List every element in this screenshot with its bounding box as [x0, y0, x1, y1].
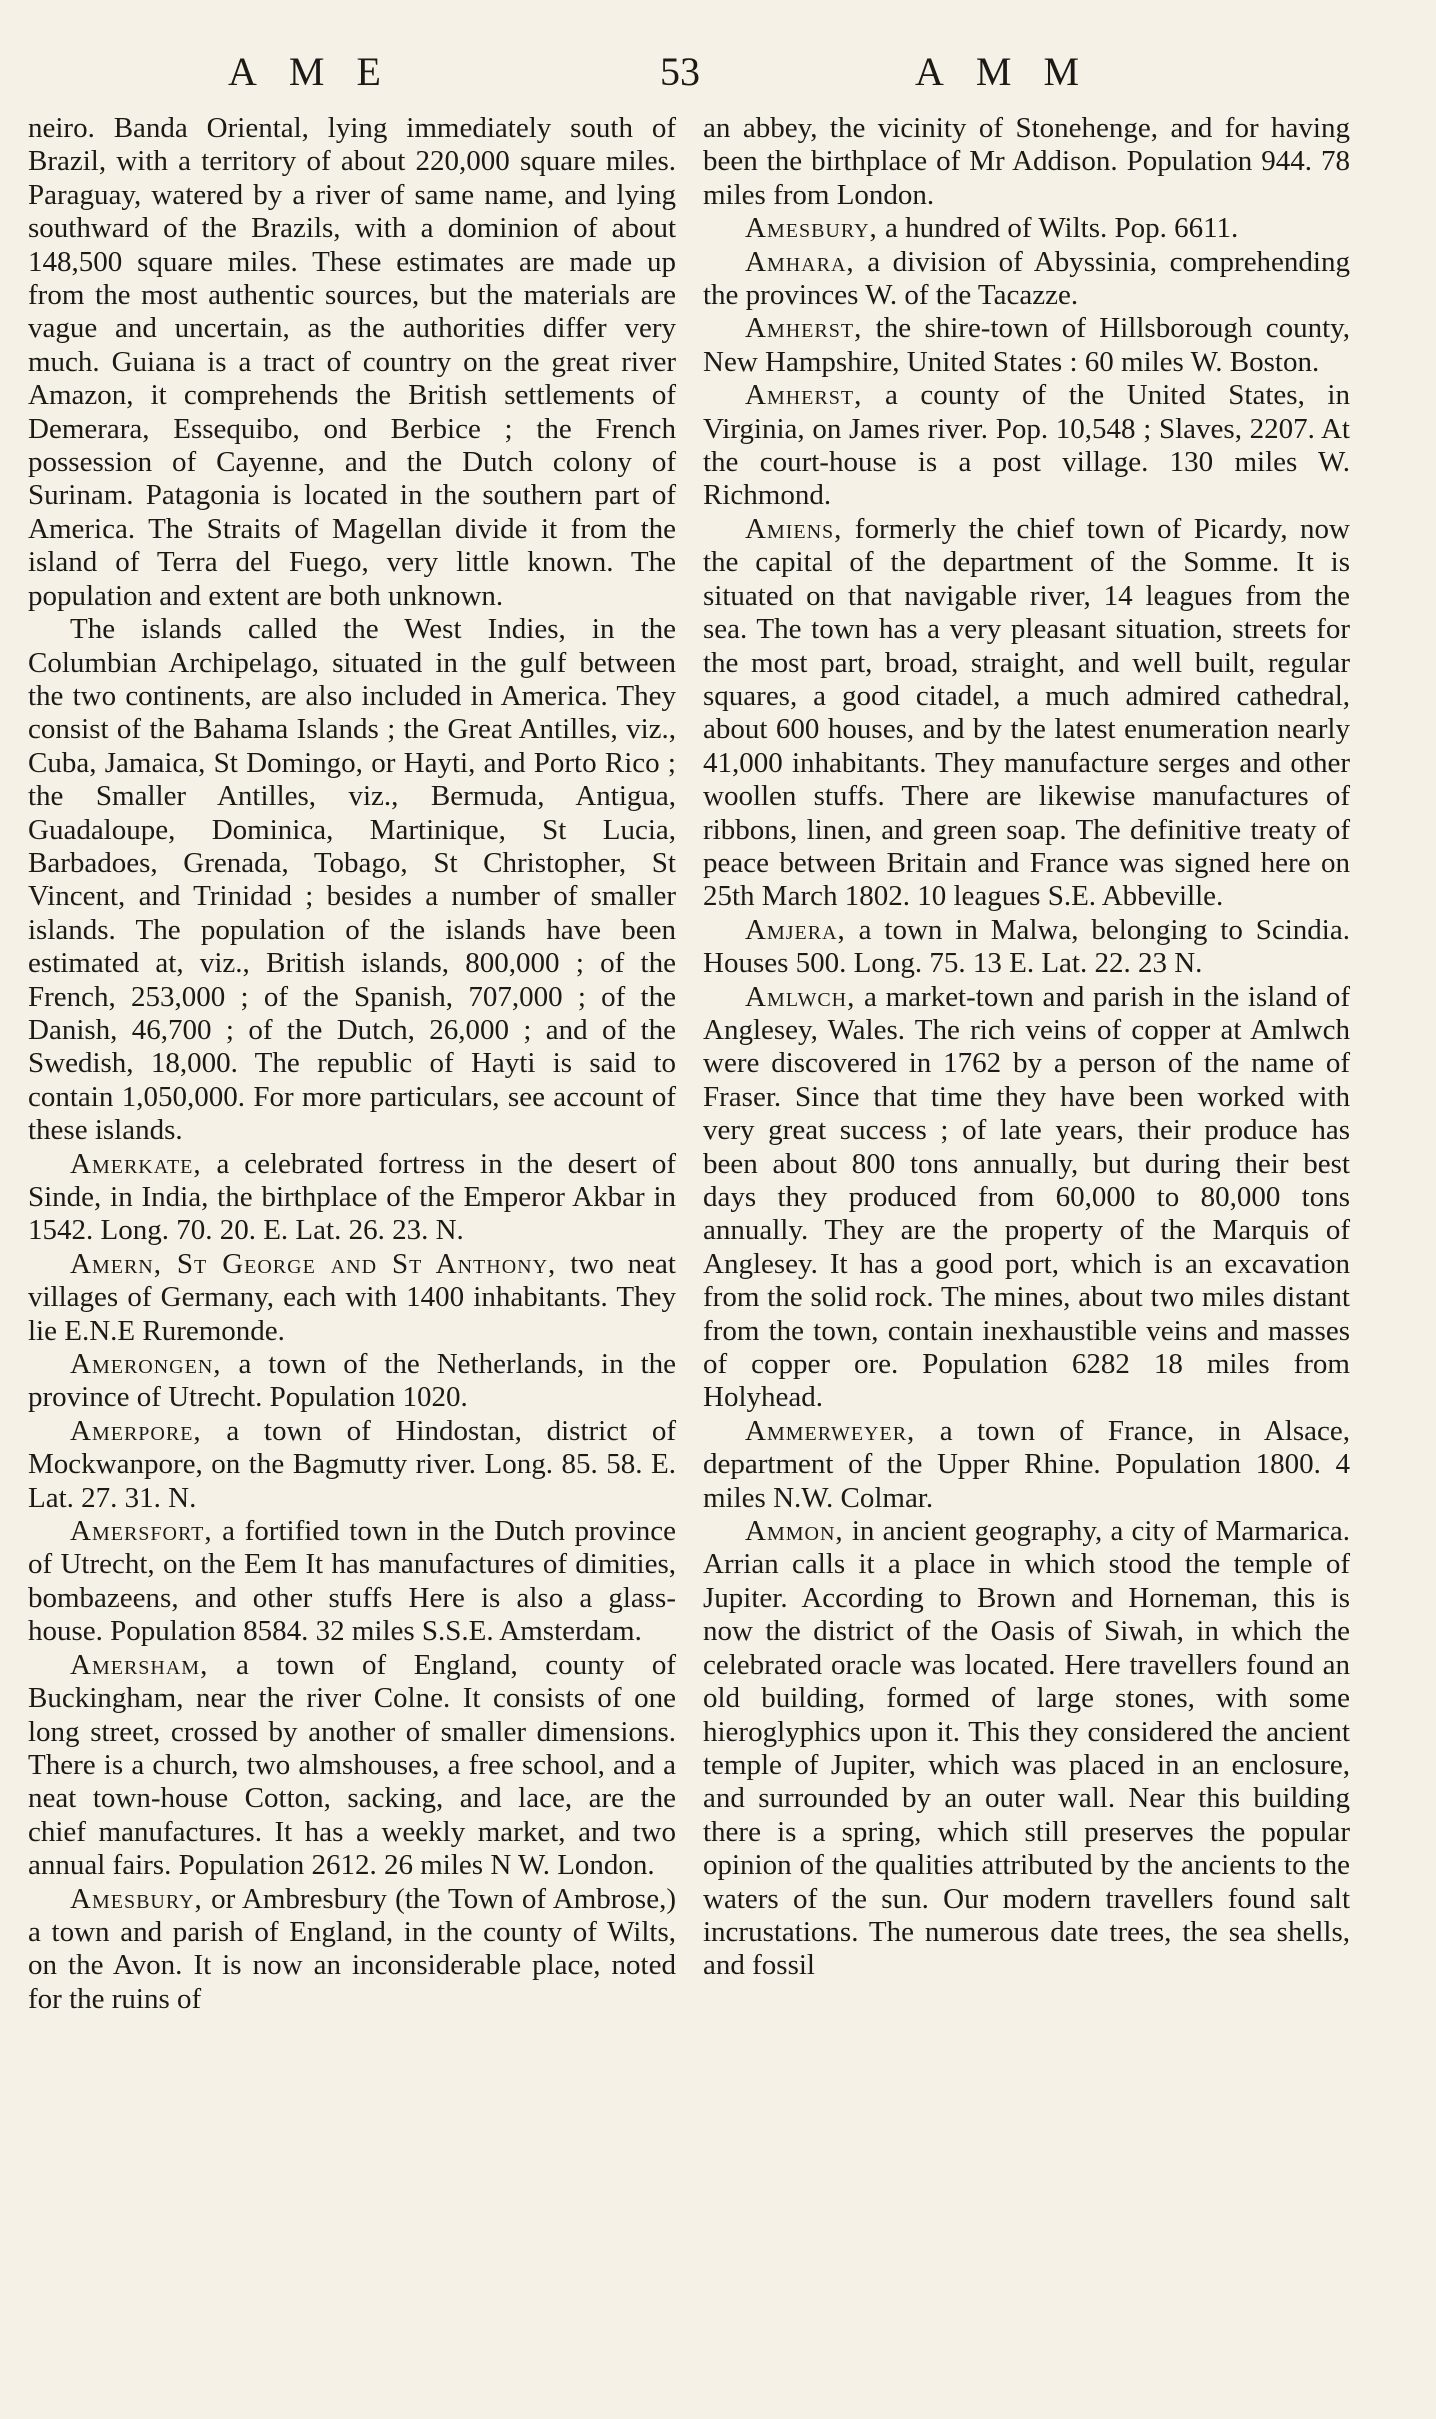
entry-text: a hundred of Wilts. Pop. 6611. — [877, 212, 1239, 245]
entry-text: a town of France, in Alsace, department of the Upper Rhine. Population 1800. 4 miles N.W. Colmar. — [703, 1414, 1350, 1514]
entry-text: or Ambresbury (the Town of Ambrose,) a town and parish of England, in the county of Wilts, on the Avon. It is now an inconsiderable place, noted for the ruins of — [28, 1882, 676, 2015]
right-column — [703, 112, 1350, 1983]
header-right: AMM — [915, 49, 1112, 94]
entry-text: a celebrated fortress in the desert of Sinde, in India, the birthplace of the Emperor Akbar in 1542. Long. 70. 20. E. Lat. 26. 23. N. — [28, 1147, 676, 1247]
entry-headword: Amesbury, — [70, 1882, 203, 1915]
dictionary-entry — [28, 1348, 676, 1415]
entry-text: The islands called the West Indies, in the Columbian Archipelago, situated in the gulf between the two continents, are also included in America. They consist of the Bahama Islands ; the Great Antilles, viz., Cuba, Jamaica, St Domingo, or Hayti, and Porto Rico ; the Smaller Antilles, viz., Bermuda, Antigua, Guadaloupe, Dominica, Martinique, St Lucia, Barbadoes, Grenada, Tobago, St Christopher, St Vincent, and Trinidad ; besides a number of smaller islands. The population of the islands have been estimated at, viz., British islands, 800,000 ; of the French, 253,000 ; of the Spanish, 707,000 ; of the Danish, 46,700 ; of the Dutch, 26,000 ; and of the Swedish, 18,000. The republic of Hayti is said to contain 1,050,000. For more particulars, see account of these islands. — [28, 613, 676, 1147]
entry-headword: Amern, St George and St Anthony, — [70, 1247, 557, 1280]
entry-text: neiro. Banda Oriental, lying immediately south of Brazil, with a territory of about 220,000 square miles. Paraguay, watered by a river of same name, and lying southward of the Brazils, with a dominion of about 148,500 square miles. These estimates are made up from the most authentic sources, but the materials are vague and uncertain, as the authorities differ very much. Guiana is a tract of country on the great river Amazon, it comprehends the British settlements of Demerara, Essequibo, ond Berbice ; the French possession of Cayenne, and the Dutch colony of Surinam. Patagonia is located in the southern part of America. The Straits of Magellan divide it from the island of Terra del Fuego, very little known. The population and extent are both unknown. — [28, 112, 676, 612]
continued-paragraph — [703, 112, 1350, 212]
entry-headword: Ammerweyer, — [745, 1414, 916, 1447]
entry-headword: Amersham, — [70, 1648, 209, 1681]
dictionary-entry — [28, 1415, 676, 1515]
dictionary-entry — [703, 312, 1350, 379]
entry-text: two neat villages of Germany, each with 1400 inhabitants. They lie E.N.E Ruremonde. — [28, 1247, 676, 1347]
entry-headword: Amherst, — [745, 379, 863, 412]
dictionary-entry — [28, 1148, 676, 1248]
entry-text: in ancient geography, a city of Marmarica. Arrian calls it a place in which stood the temple of Jupiter. According to Brown and Horneman, this is now the district of the Oasis of Siwah, in which the celebrated oracle was located. Here travellers found an old building, formed of large stones, with some hieroglyphics upon it. This they considered the ancient temple of Jupiter, which was placed in an enclosure, and surrounded by an outer wall. Near this building there is a spring, which still preserves the popular opinion of the qualities attributed by the ancients to the waters of the sun. Our modern travellers found salt incrustations. The numerous date trees, the sea shells, and fossil — [703, 1515, 1350, 1982]
dictionary-entry — [703, 212, 1350, 245]
entry-text: formerly the chief town of Picardy, now the capital of the department of the Somme. It is situated on that navigable river, 14 leagues from the sea. The town has a very pleasant situation, streets for the most part, broad, straight, and well built, regular squares, a good citadel, a much admired cathedral, about 600 houses, and by the latest enumeration nearly 41,000 inhabitants. They manufacture serges and other woollen stuffs. There are likewise manufactures of ribbons, linen, and green soap. The definitive treaty of peace between Britain and France was signed here on 25th March 1802. 10 leagues S.E. Abbeville. — [703, 512, 1350, 913]
entry-text: a town of England, county of Buckingham, near the river Colne. It consists of one long street, crossed by another of smaller dimensions. There is a church, two almshouses, a free school, and a neat town-house Cotton, sacking, and lace, are the chief manufactures. It has a weekly market, and two annual fairs. Population 2612. 26 miles N W. London. — [28, 1648, 676, 1882]
dictionary-entry — [28, 1883, 676, 2017]
entry-headword: Amerpore, — [70, 1414, 202, 1447]
dictionary-entry — [703, 914, 1350, 981]
continued-paragraph — [28, 112, 676, 613]
entry-headword: Amjera, — [745, 913, 846, 946]
entry-text: a town of the Netherlands, in the province of Utrecht. Population 1020. — [28, 1348, 676, 1414]
entry-headword: Amersfort, — [70, 1515, 213, 1548]
dictionary-entry — [703, 1415, 1350, 1515]
dictionary-entry — [703, 246, 1350, 313]
dictionary-entry — [28, 1248, 676, 1348]
entry-text: a town in Malwa, belonging to Scindia. Houses 500. Long. 75. 13 E. Lat. 22. 23 N. — [703, 913, 1350, 980]
continued-paragraph — [28, 613, 676, 1148]
entry-text: an abbey, the vicinity of Stonehenge, and for having been the birthplace of Mr Addison. Population 944. 78 miles from London. — [703, 112, 1350, 211]
dictionary-entry — [703, 981, 1350, 1415]
header-left: AME — [228, 49, 413, 94]
left-column — [28, 112, 676, 2016]
entry-text: the shire-town of Hillsborough county, New Hampshire, United States : 60 miles W. Boston. — [703, 312, 1350, 378]
entry-headword: Amerkate, — [70, 1147, 202, 1180]
running-header — [0, 48, 1436, 104]
entry-text: a fortified town in the Dutch province of Utrecht, on the Eem It has manufactures of dimities, bombazeens, and other stuffs Here is also a glass-house. Population 8584. 32 miles S.S.E. Amsterdam. — [28, 1515, 676, 1648]
entry-headword: Amlwch, — [745, 980, 856, 1013]
page-number: 53 — [660, 49, 700, 94]
entry-text: a division of Abyssinia, comprehending the provinces W. of the Tacazze. — [703, 245, 1350, 312]
dictionary-entry — [703, 379, 1350, 513]
entry-text: a market-town and parish in the island of Anglesey, Wales. The rich veins of copper at Amlwch were discovered in 1762 by a person of the name of Fraser. Since that time they have been worked with very great success ; of late years, their produce has been about 800 tons annually, but during their best days they produced from 60,000 to 80,000 tons annually. They are the property of the Marquis of Anglesey. It has a good port, which is an excavation from the solid rock. The mines, about two miles distant from the town, contain inexhaustible veins and masses of copper ore. Population 6282 18 miles from Holyhead. — [703, 980, 1350, 1414]
entry-headword: Amhara, — [745, 245, 855, 278]
entry-text: a county of the United States, in Virginia, on James river. Pop. 10,548 ; Slaves, 2207. At the court-house is a post village. 130 miles W. Richmond. — [703, 379, 1350, 512]
entry-text: a town of Hindostan, district of Mockwanpore, on the Bagmutty river. Long. 85. 58. E. Lat. 27. 31. N. — [28, 1414, 676, 1514]
entry-headword: Amerongen, — [70, 1348, 222, 1381]
entry-headword: Amesbury, — [745, 212, 878, 245]
dictionary-entry — [703, 1515, 1350, 1983]
entry-headword: Ammon, — [745, 1515, 844, 1548]
entry-headword: Amiens, — [745, 512, 843, 545]
entry-headword: Amherst, — [745, 312, 863, 345]
dictionary-entry — [28, 1649, 676, 1883]
dictionary-entry — [28, 1515, 676, 1649]
dictionary-entry — [703, 513, 1350, 914]
